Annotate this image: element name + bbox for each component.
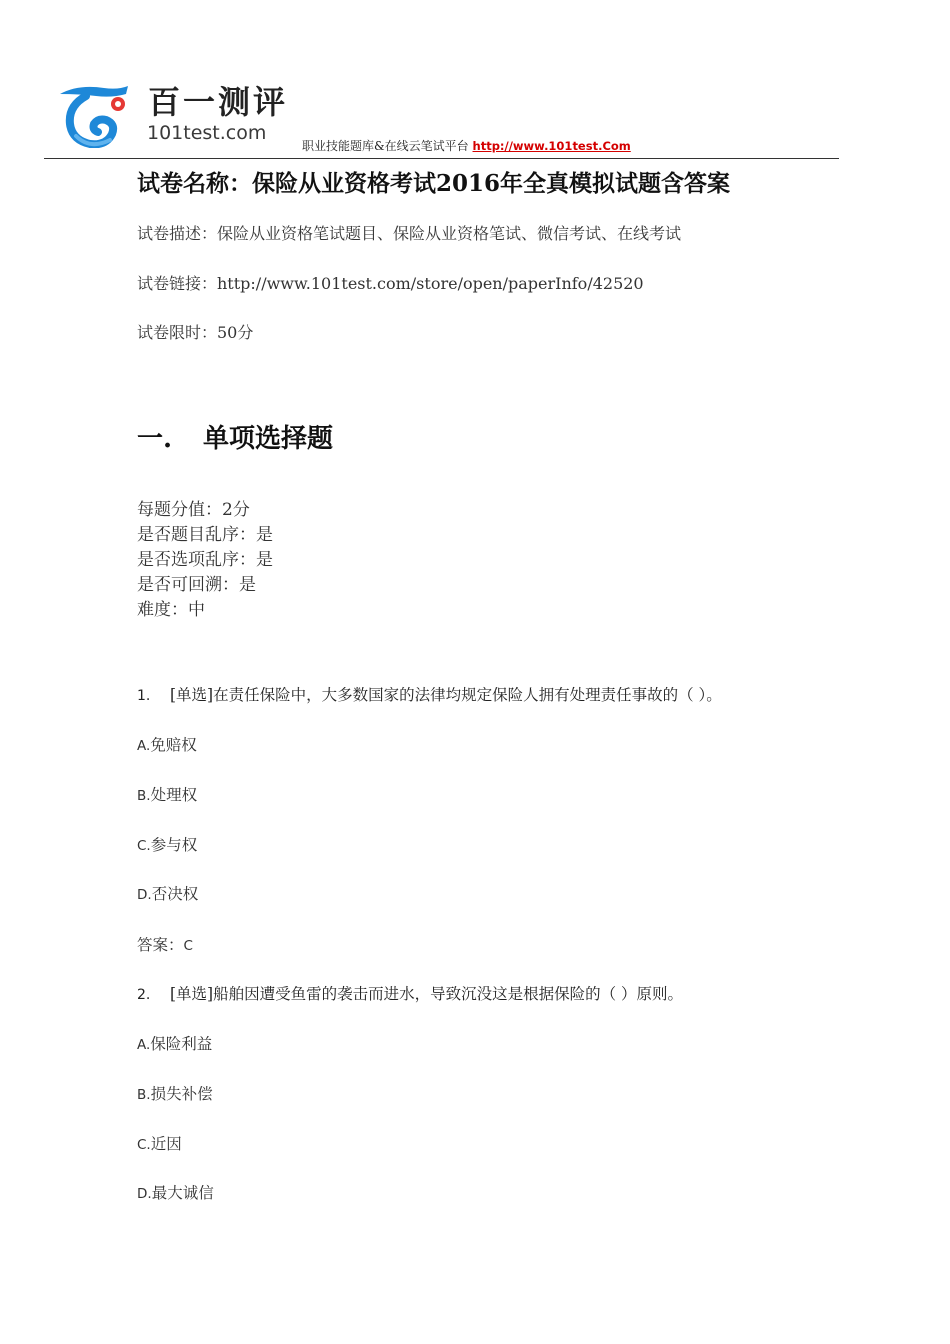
question-1-option-d	[137, 887, 198, 903]
paper-description: 试卷描述：保险从业资格笔试题目、保险从业资格笔试、微信考试、在线考试	[137, 224, 682, 243]
option-letter: B.	[137, 788, 151, 804]
option-text: 最大诚信	[151, 1184, 214, 1202]
setting-option-shuffle: 是否选项乱序：是	[137, 550, 273, 570]
option-letter: D.	[137, 887, 152, 903]
option-text: 损失补偿	[150, 1085, 213, 1103]
option-text: 否决权	[151, 885, 199, 903]
header-site-link[interactable]: http://www.101test.Com	[472, 139, 631, 153]
question-text: [单选]在责任保险中，大多数国家的法律均规定保险人拥有处理责任事故的（ ）。	[170, 686, 722, 704]
header-tagline	[302, 140, 631, 153]
logo-brand-name: 百一测评	[148, 83, 289, 121]
option-letter: A.	[137, 1037, 151, 1053]
option-letter: B.	[137, 1087, 151, 1103]
setting-difficulty: 难度：中	[137, 600, 205, 620]
option-letter: C.	[137, 838, 151, 854]
question-1	[137, 688, 722, 704]
question-number: 1.	[137, 688, 151, 704]
paper-link: 试卷链接：http://www.101test.com/store/open/paperInfo/42520	[137, 274, 644, 293]
setting-backtrack: 是否可回溯：是	[137, 575, 256, 595]
option-text: 免赔权	[150, 736, 197, 754]
page-header	[44, 72, 839, 159]
section-heading	[137, 426, 333, 452]
question-text: [单选]船舶因遭受鱼雷的袭击而进水，导致沉没这是根据保险的（ ）原则。	[170, 985, 684, 1003]
section-settings	[137, 498, 273, 623]
paper-title: 试卷名称：保险从业资格考试2016年全真模拟试题含答案	[137, 170, 731, 197]
section-number: 一.	[137, 424, 173, 454]
option-text: 参与权	[150, 836, 198, 854]
setting-question-shuffle: 是否题目乱序：是	[137, 525, 273, 545]
option-letter: C.	[137, 1137, 151, 1153]
question-2-option-d	[137, 1186, 214, 1202]
option-text: 处理权	[150, 786, 198, 804]
option-text: 保险利益	[150, 1035, 213, 1053]
question-2-option-a	[137, 1037, 212, 1053]
answer-value: C	[183, 938, 193, 954]
question-1-option-a	[137, 738, 197, 754]
paper-time-limit: 试卷限时：50分	[137, 323, 254, 342]
answer-label: 答案：	[137, 936, 184, 954]
question-2-option-b	[137, 1087, 213, 1103]
logo-domain: 101test.com	[147, 122, 267, 144]
question-2	[137, 987, 683, 1003]
question-2-option-c	[137, 1137, 182, 1153]
tagline-text: 职业技能题库&在线云笔试平台	[302, 139, 469, 153]
section-title: 单项选择题	[203, 424, 334, 454]
question-number: 2.	[137, 987, 151, 1003]
question-1-option-c	[137, 838, 197, 854]
question-1-option-b	[137, 788, 197, 804]
setting-score: 每题分值：2分	[137, 500, 250, 520]
option-letter: D.	[137, 1186, 152, 1202]
101test-logo-icon	[56, 80, 136, 148]
option-letter: A.	[137, 738, 151, 754]
question-1-answer	[137, 938, 193, 954]
option-text: 近因	[150, 1135, 182, 1153]
